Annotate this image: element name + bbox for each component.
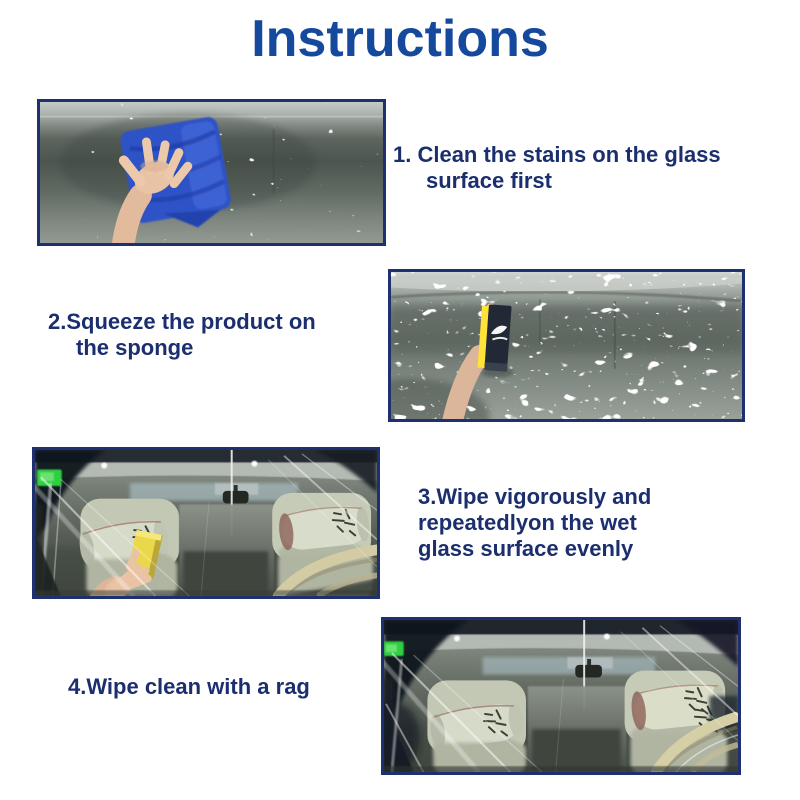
step2-line1: 2.Squeeze the product on [48, 309, 316, 334]
step4-photo [381, 617, 741, 775]
step3-line3: glass surface evenly [418, 536, 634, 561]
step4-line1: 4.Wipe clean with a rag [68, 674, 310, 699]
page-title: Instructions [251, 10, 549, 68]
step4-text [68, 674, 310, 700]
product-bottle [477, 304, 511, 372]
step3-line1: 3.Wipe vigorously and [418, 484, 652, 509]
step1-text [393, 142, 721, 194]
step1-line2: surface first [426, 168, 552, 193]
step3-photo [32, 447, 380, 599]
step2-line2: the sponge [76, 335, 194, 360]
step1-line1: 1. Clean the stains on the glass [393, 142, 721, 167]
step3-text [418, 484, 651, 562]
left-seat [427, 680, 526, 772]
step3-line2: repeatedlyon the wet [418, 510, 637, 535]
step1-photo [37, 99, 386, 246]
step2-photo [388, 269, 745, 422]
step2-text [48, 309, 316, 361]
